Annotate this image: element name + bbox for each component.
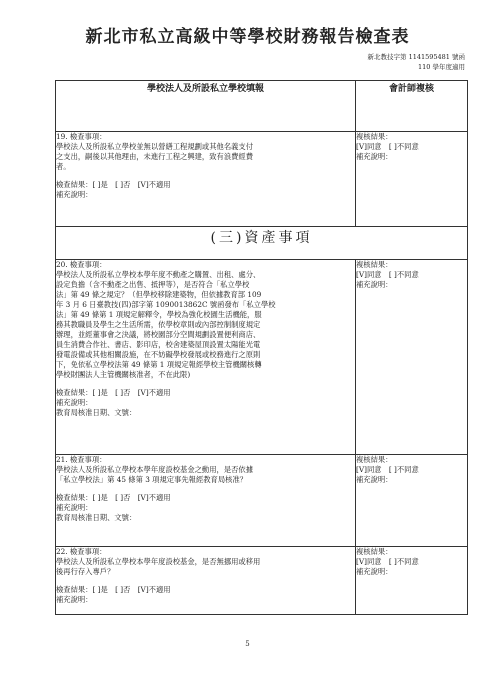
item-20-check bbox=[56, 260, 356, 455]
supplementary-note: 補充說明： bbox=[56, 595, 93, 604]
item-number: 19. 檢查事項： bbox=[56, 132, 107, 141]
review-note: 補充說明： bbox=[356, 567, 393, 576]
check-result: 檢查結果：[ ]是 [ ]否 [V]不適用 bbox=[56, 585, 171, 594]
item-19-check bbox=[56, 132, 356, 227]
checklist-item-20 bbox=[56, 260, 468, 455]
supplementary-note: 補充說明： bbox=[56, 398, 93, 407]
review-note: 補充說明： bbox=[356, 280, 393, 289]
item-text: 後再行存入專戶？ bbox=[56, 567, 115, 576]
column-header-school: 學校法人及所設私立學校填報 bbox=[56, 81, 356, 132]
check-result: 檢查結果：[ ]是 [ ]否 [V]不適用 bbox=[56, 493, 171, 502]
item-number: 20. 檢查事項： bbox=[56, 260, 107, 269]
item-20-review bbox=[356, 260, 468, 455]
item-text: 學校法人及所設私立學校並無以營繕工程規劃或其他名義支付 bbox=[56, 142, 254, 151]
item-text: 辦理，並經董事會之決議，將校園部分空間規劃設置便利商店、 bbox=[56, 330, 261, 339]
checklist-table bbox=[55, 80, 468, 615]
review-result-label: 複核結果： bbox=[356, 455, 393, 464]
section-title: (三)資產事項 bbox=[56, 227, 468, 260]
review-note: 補充說明： bbox=[356, 475, 393, 484]
table-header-row bbox=[56, 81, 468, 132]
item-text: 年 3 月 6 日臺教技(四)部字第 1090013862C 號函發布「私立學校 bbox=[56, 300, 276, 309]
page-number: 5 bbox=[245, 640, 250, 648]
checklist-item-19 bbox=[56, 132, 468, 227]
item-number: 22. 檢查事項： bbox=[56, 547, 107, 556]
item-22-review bbox=[356, 547, 468, 615]
review-result-label: 複核結果： bbox=[356, 260, 393, 269]
supplementary-note: 補充說明： bbox=[56, 503, 93, 512]
check-result: 檢查結果：[ ]是 [ ]否 [V]不適用 bbox=[56, 180, 171, 189]
document-reference: 新北教技字第 1141595481 號函 bbox=[367, 53, 465, 61]
item-text: 設定負擔（含不動產之出售、抵押等），是否符合「私立學校 bbox=[56, 280, 250, 289]
item-text: 法」第 49 條第 1 項規定解釋令，學校為強化校園生活機能，服 bbox=[56, 310, 262, 319]
review-agreement: [V]同意 [ ]不同意 bbox=[356, 270, 419, 279]
item-number: 21. 檢查事項： bbox=[56, 455, 107, 464]
review-result-label: 複核結果： bbox=[356, 132, 393, 141]
review-agreement: [V]同意 [ ]不同意 bbox=[356, 142, 419, 151]
applicable-year: 110 學年度適用 bbox=[418, 63, 465, 71]
item-19-review bbox=[356, 132, 468, 227]
item-22-check bbox=[56, 547, 356, 615]
checklist-item-22 bbox=[56, 547, 468, 615]
review-result-label: 複核結果： bbox=[356, 547, 393, 556]
check-result: 檢查結果：[ ]是 [ ]否 [V]不適用 bbox=[56, 388, 171, 397]
item-text: 下，免依私立學校法第 49 條第 1 項規定報經學校主管機關核轉 bbox=[56, 360, 262, 369]
section-header-row bbox=[56, 227, 468, 260]
item-text: 學校法人及所設私立學校本學年度設校基金，是否無挪用或移用 bbox=[56, 557, 261, 566]
item-text: 發電設備或其他相關設施，在不妨礙學校發展或校務進行之原則 bbox=[56, 350, 261, 359]
item-text: 之支出，嗣後以其他理由，未進行工程之興建，致有浪費經費 bbox=[56, 152, 254, 161]
item-text: 者。 bbox=[56, 162, 71, 171]
page-title: 新北市私立高級中等學校財務報告檢查表 bbox=[85, 27, 410, 47]
item-21-review bbox=[356, 455, 468, 547]
approval-date-reference: 教育局核准日期、文號： bbox=[56, 408, 137, 417]
item-text: 員生消費合作社、書店、影印店，校舍建築屋頂設置太陽能光電 bbox=[56, 340, 261, 349]
item-text: 法」第 49 條之規定？（但學校移除建築物，但依據教育部 109 bbox=[56, 290, 262, 299]
item-text: 務其教職員及學生之生活所需，依學校章則或內部控制制度規定 bbox=[56, 320, 261, 329]
item-text: 學校法人及所設私立學校本學年度不動產之購置、出租、處分、 bbox=[56, 270, 261, 279]
item-text: 學校法人及所設私立學校本學年度設校基金之動用，是否依據 bbox=[56, 465, 254, 474]
column-header-auditor: 會計師複核 bbox=[356, 81, 468, 132]
review-agreement: [V]同意 [ ]不同意 bbox=[356, 465, 419, 474]
supplementary-note: 補充說明： bbox=[56, 190, 93, 199]
approval-date-reference: 教育局核准日期、文號： bbox=[56, 513, 137, 522]
item-text: 學校財團法人主管機關核准者，不在此限) bbox=[56, 370, 191, 379]
item-21-check bbox=[56, 455, 356, 547]
item-text: 「私立學校法」第 45 條第 3 項規定事先報經教育局核准？ bbox=[56, 475, 248, 484]
review-note: 補充說明： bbox=[356, 152, 393, 161]
checklist-item-21 bbox=[56, 455, 468, 547]
review-agreement: [V]同意 [ ]不同意 bbox=[356, 557, 419, 566]
